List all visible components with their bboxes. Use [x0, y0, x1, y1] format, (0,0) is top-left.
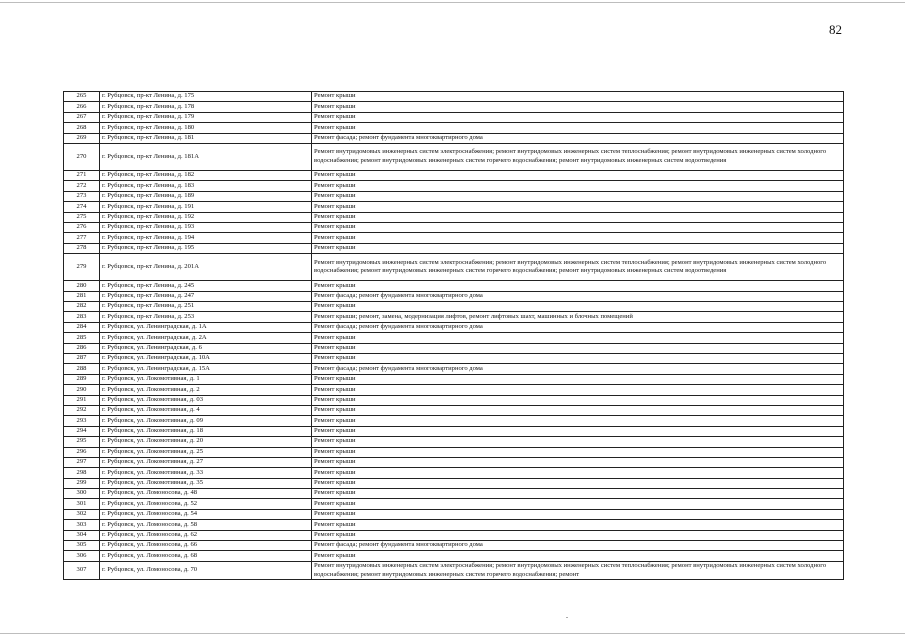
row-number: 277 [64, 233, 100, 243]
row-repair-work: Ремонт крыши [312, 181, 844, 191]
row-address: г. Рубцовск, пр-кт Ленина, д. 182 [100, 171, 312, 181]
row-number: 287 [64, 354, 100, 364]
table-row [64, 233, 844, 243]
row-repair-work: Ремонт крыши [312, 223, 844, 233]
row-address: г. Рубцовск, ул. Ленинградская, д. 1А [100, 322, 312, 332]
table-row [64, 202, 844, 212]
table-row [64, 447, 844, 457]
row-repair-work: Ремонт крыши [312, 202, 844, 212]
table-row [64, 530, 844, 540]
table-row [64, 385, 844, 395]
row-address: г. Рубцовск, пр-кт Ленина, д. 251 [100, 302, 312, 312]
row-address: г. Рубцовск, ул. Локомотивная, д. 09 [100, 416, 312, 426]
row-repair-work: Ремонт крыши [312, 374, 844, 384]
row-number: 286 [64, 343, 100, 353]
row-address: г. Рубцовск, ул. Ломоносова, д. 54 [100, 509, 312, 519]
row-repair-work: Ремонт крыши [312, 191, 844, 201]
table-row [64, 112, 844, 122]
table-row [64, 181, 844, 191]
repair-table-body [64, 92, 844, 580]
row-address: г. Рубцовск, ул. Локомотивная, д. 27 [100, 457, 312, 467]
row-number: 272 [64, 181, 100, 191]
row-address: г. Рубцовск, ул. Локомотивная, д. 2 [100, 385, 312, 395]
row-address: г. Рубцовск, ул. Локомотивная, д. 1 [100, 374, 312, 384]
scan-edge-top [0, 2, 905, 3]
row-address: г. Рубцовск, пр-кт Ленина, д. 201А [100, 254, 312, 281]
table-row [64, 499, 844, 509]
row-address: г. Рубцовск, ул. Ленинградская, д. 10А [100, 354, 312, 364]
row-repair-work: Ремонт крыши [312, 123, 844, 133]
row-address: г. Рубцовск, пр-кт Ленина, д. 189 [100, 191, 312, 201]
row-repair-work: Ремонт крыши [312, 343, 844, 353]
row-address: г. Рубцовск, ул. Ленинградская, д. 6 [100, 343, 312, 353]
row-repair-work: Ремонт фасада; ремонт фундамента многоквартирного дома [312, 291, 844, 301]
table-row [64, 541, 844, 551]
row-number: 275 [64, 212, 100, 222]
row-repair-work: Ремонт крыши [312, 302, 844, 312]
table-row [64, 437, 844, 447]
row-number: 283 [64, 312, 100, 322]
row-number: 273 [64, 191, 100, 201]
table-row [64, 102, 844, 112]
row-number: 302 [64, 509, 100, 519]
row-repair-work: Ремонт крыши [312, 468, 844, 478]
row-number: 290 [64, 385, 100, 395]
scan-speck [566, 617, 568, 618]
row-number: 292 [64, 405, 100, 415]
table-row [64, 561, 844, 579]
row-number: 278 [64, 243, 100, 253]
repair-table [63, 91, 844, 580]
table-row [64, 395, 844, 405]
row-number: 294 [64, 426, 100, 436]
row-repair-work: Ремонт крыши [312, 489, 844, 499]
row-number: 298 [64, 468, 100, 478]
row-address: г. Рубцовск, пр-кт Ленина, д. 195 [100, 243, 312, 253]
row-number: 296 [64, 447, 100, 457]
row-repair-work: Ремонт крыши [312, 416, 844, 426]
row-number: 288 [64, 364, 100, 374]
row-repair-work: Ремонт крыши [312, 478, 844, 488]
row-number: 299 [64, 478, 100, 488]
row-number: 270 [64, 143, 100, 170]
row-number: 289 [64, 374, 100, 384]
row-repair-work: Ремонт крыши [312, 520, 844, 530]
row-repair-work: Ремонт крыши [312, 426, 844, 436]
row-repair-work: Ремонт крыши [312, 171, 844, 181]
table-row [64, 302, 844, 312]
row-number: 276 [64, 223, 100, 233]
row-repair-work: Ремонт фасада; ремонт фундамента многоквартирного дома [312, 322, 844, 332]
row-address: г. Рубцовск, пр-кт Ленина, д. 247 [100, 291, 312, 301]
row-number: 307 [64, 561, 100, 579]
table-row [64, 343, 844, 353]
table-row [64, 92, 844, 102]
row-number: 285 [64, 333, 100, 343]
row-address: г. Рубцовск, ул. Ленинградская, д. 15А [100, 364, 312, 374]
table-row [64, 143, 844, 170]
row-address: г. Рубцовск, ул. Ломоносова, д. 52 [100, 499, 312, 509]
table-row [64, 416, 844, 426]
row-address: г. Рубцовск, пр-кт Ленина, д. 192 [100, 212, 312, 222]
table-row [64, 212, 844, 222]
row-repair-work: Ремонт фасада; ремонт фундамента многоквартирного дома [312, 133, 844, 143]
row-address: г. Рубцовск, пр-кт Ленина, д. 180 [100, 123, 312, 133]
row-address: г. Рубцовск, ул. Локомотивная, д. 25 [100, 447, 312, 457]
row-address: г. Рубцовск, пр-кт Ленина, д. 194 [100, 233, 312, 243]
table-row [64, 123, 844, 133]
row-number: 268 [64, 123, 100, 133]
row-number: 304 [64, 530, 100, 540]
table-row [64, 133, 844, 143]
row-address: г. Рубцовск, ул. Локомотивная, д. 20 [100, 437, 312, 447]
row-address: г. Рубцовск, пр-кт Ленина, д. 253 [100, 312, 312, 322]
row-address: г. Рубцовск, пр-кт Ленина, д. 179 [100, 112, 312, 122]
row-address: г. Рубцовск, ул. Ломоносова, д. 66 [100, 541, 312, 551]
row-number: 291 [64, 395, 100, 405]
row-repair-work: Ремонт крыши [312, 233, 844, 243]
row-address: г. Рубцовск, пр-кт Ленина, д. 181А [100, 143, 312, 170]
row-address: г. Рубцовск, ул. Локомотивная, д. 18 [100, 426, 312, 436]
table-row [64, 405, 844, 415]
row-address: г. Рубцовск, пр-кт Ленина, д. 175 [100, 92, 312, 102]
row-number: 284 [64, 322, 100, 332]
row-repair-work: Ремонт крыши [312, 92, 844, 102]
row-number: 295 [64, 437, 100, 447]
row-address: г. Рубцовск, пр-кт Ленина, д. 245 [100, 281, 312, 291]
row-repair-work: Ремонт крыши [312, 281, 844, 291]
table-row [64, 468, 844, 478]
row-number: 271 [64, 171, 100, 181]
row-number: 293 [64, 416, 100, 426]
table-row [64, 426, 844, 436]
row-repair-work: Ремонт крыши; ремонт, замена, модернизация лифтов, ремонт лифтовых шахт, машинных и блочных помещений [312, 312, 844, 322]
row-repair-work: Ремонт внутридомовых инженерных систем электроснабжения; ремонт внутридомовых инженерных систем теплоснабжения; ремонт внутридомовых инженерных систем холодного водоснабжения; ремонт внутридомовых инженерных систем горячего водоснабжения; ремонт [312, 561, 844, 579]
row-repair-work: Ремонт крыши [312, 102, 844, 112]
table-row [64, 354, 844, 364]
row-address: г. Рубцовск, ул. Ломоносова, д. 62 [100, 530, 312, 540]
row-address: г. Рубцовск, пр-кт Ленина, д. 181 [100, 133, 312, 143]
table-row [64, 223, 844, 233]
table-row [64, 364, 844, 374]
row-number: 267 [64, 112, 100, 122]
row-address: г. Рубцовск, ул. Ломоносова, д. 70 [100, 561, 312, 579]
row-number: 280 [64, 281, 100, 291]
row-repair-work: Ремонт крыши [312, 437, 844, 447]
row-repair-work: Ремонт внутридомовых инженерных систем электроснабжения; ремонт внутридомовых инженерных систем теплоснабжения; ремонт внутридомовых инженерных систем холодного водоснабжения; ремонт внутридомовых инженерных систем горячего водоснабжения; ремонт внутридомовых инженерных систем водоотведения [312, 143, 844, 170]
row-address: г. Рубцовск, пр-кт Ленина, д. 193 [100, 223, 312, 233]
row-number: 303 [64, 520, 100, 530]
row-number: 282 [64, 302, 100, 312]
row-repair-work: Ремонт крыши [312, 457, 844, 467]
row-address: г. Рубцовск, ул. Локомотивная, д. 03 [100, 395, 312, 405]
row-repair-work: Ремонт крыши [312, 354, 844, 364]
page-number: 82 [829, 22, 842, 37]
row-repair-work: Ремонт крыши [312, 551, 844, 561]
table-row [64, 243, 844, 253]
row-repair-work: Ремонт крыши [312, 212, 844, 222]
row-number: 279 [64, 254, 100, 281]
row-repair-work: Ремонт фасада; ремонт фундамента многоквартирного дома [312, 541, 844, 551]
row-number: 265 [64, 92, 100, 102]
row-address: г. Рубцовск, ул. Локомотивная, д. 33 [100, 468, 312, 478]
row-repair-work: Ремонт крыши [312, 385, 844, 395]
row-repair-work: Ремонт крыши [312, 447, 844, 457]
table-row [64, 322, 844, 332]
row-address: г. Рубцовск, ул. Ломоносова, д. 68 [100, 551, 312, 561]
table-row [64, 171, 844, 181]
row-repair-work: Ремонт крыши [312, 333, 844, 343]
table-row [64, 489, 844, 499]
table-row [64, 191, 844, 201]
table-row [64, 509, 844, 519]
row-address: г. Рубцовск, пр-кт Ленина, д. 178 [100, 102, 312, 112]
table-row [64, 312, 844, 322]
table-row [64, 457, 844, 467]
row-repair-work: Ремонт крыши [312, 243, 844, 253]
row-number: 266 [64, 102, 100, 112]
table-row [64, 333, 844, 343]
table-row [64, 374, 844, 384]
table-row [64, 281, 844, 291]
row-number: 281 [64, 291, 100, 301]
row-address: г. Рубцовск, ул. Локомотивная, д. 4 [100, 405, 312, 415]
row-number: 301 [64, 499, 100, 509]
row-address: г. Рубцовск, пр-кт Ленина, д. 191 [100, 202, 312, 212]
row-number: 297 [64, 457, 100, 467]
table-row [64, 478, 844, 488]
row-repair-work: Ремонт крыши [312, 405, 844, 415]
row-repair-work: Ремонт внутридомовых инженерных систем электроснабжения; ремонт внутридомовых инженерных систем теплоснабжения; ремонт внутридомовых инженерных систем холодного водоснабжения; ремонт внутридомовых инженерных систем горячего водоснабжения; ремонт внутридомовых инженерных систем водоотведения [312, 254, 844, 281]
table-row [64, 254, 844, 281]
row-repair-work: Ремонт крыши [312, 395, 844, 405]
row-repair-work: Ремонт крыши [312, 509, 844, 519]
row-number: 274 [64, 202, 100, 212]
row-address: г. Рубцовск, пр-кт Ленина, д. 183 [100, 181, 312, 191]
row-repair-work: Ремонт фасада; ремонт фундамента многоквартирного дома [312, 364, 844, 374]
row-number: 300 [64, 489, 100, 499]
row-address: г. Рубцовск, ул. Ленинградская, д. 2А [100, 333, 312, 343]
row-number: 269 [64, 133, 100, 143]
row-repair-work: Ремонт крыши [312, 530, 844, 540]
row-number: 306 [64, 551, 100, 561]
row-repair-work: Ремонт крыши [312, 499, 844, 509]
row-repair-work: Ремонт крыши [312, 112, 844, 122]
row-address: г. Рубцовск, ул. Локомотивная, д. 35 [100, 478, 312, 488]
table-row [64, 520, 844, 530]
row-number: 305 [64, 541, 100, 551]
row-address: г. Рубцовск, ул. Ломоносова, д. 58 [100, 520, 312, 530]
scan-edge-bottom [0, 633, 905, 634]
row-address: г. Рубцовск, ул. Ломоносова, д. 48 [100, 489, 312, 499]
table-row [64, 291, 844, 301]
table-row [64, 551, 844, 561]
